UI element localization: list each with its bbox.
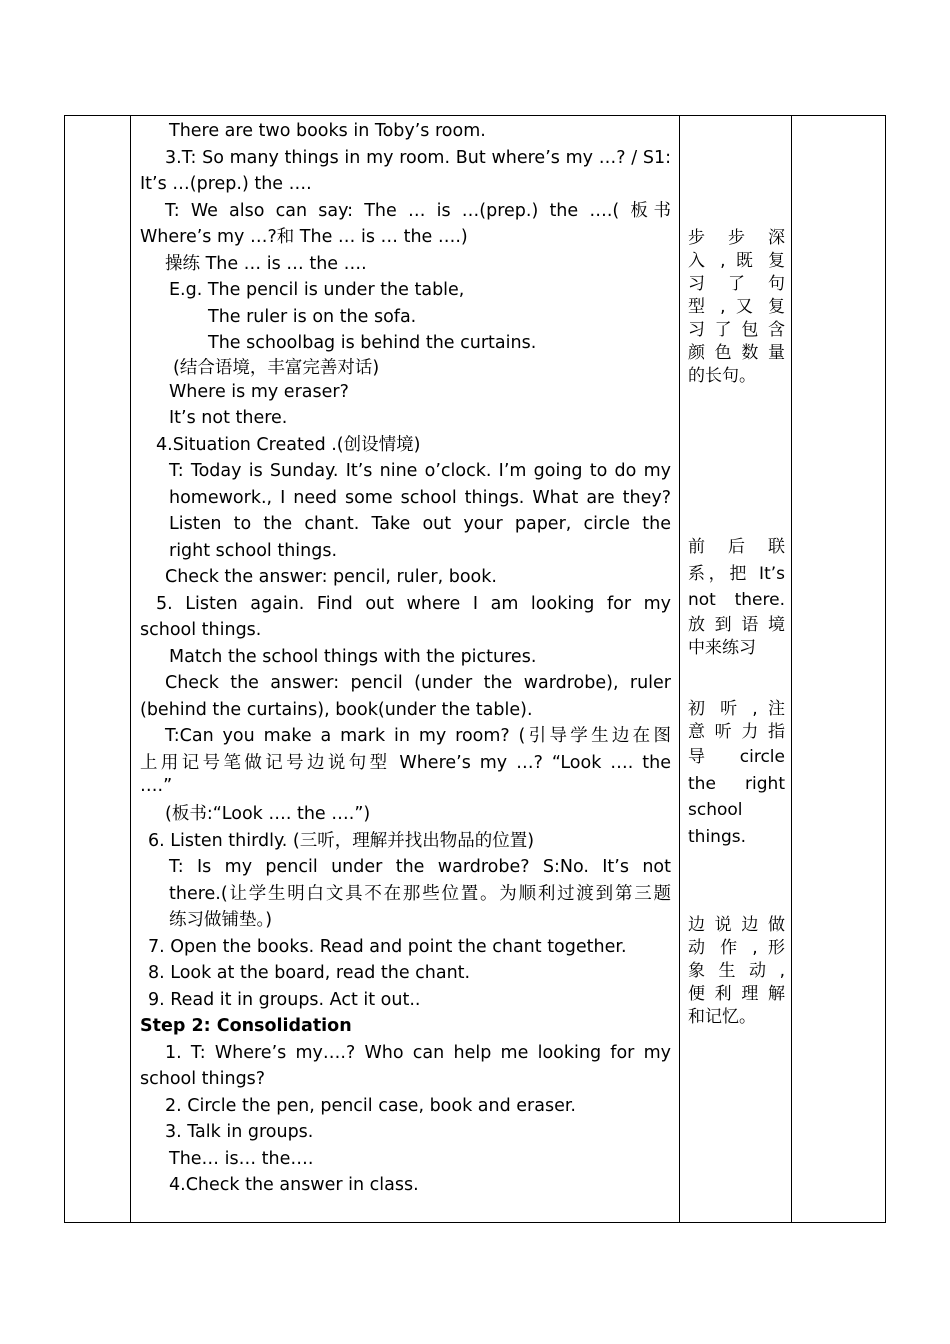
lesson-line: 4.Check the answer in class. [169, 1175, 419, 1195]
note-line: 系，把 It’s [688, 563, 785, 584]
lesson-line: T:Can you make a mark in my room? (引导学生边在图 [165, 726, 671, 746]
note-first-listening [688, 698, 785, 850]
lesson-line: Where is my eraser? [169, 381, 349, 402]
lesson-line: T: Today is Sunday. It’s nine o’clock. I’m going to do my [169, 461, 671, 481]
note-line: 入 , 既 复 [688, 251, 785, 271]
lesson-line: 5. Listen again. Find out where I am looking for my [156, 593, 671, 614]
note-line: 导 circle [688, 747, 785, 767]
lesson-line: Match the school things with the pictures. [169, 646, 537, 667]
note-line: 颜色数量 [688, 343, 785, 363]
lesson-line: 2. Circle the pen, pencil case, book and eraser. [165, 1095, 576, 1116]
lesson-table [64, 115, 886, 1223]
lesson-line: 上用记号笔做记号边说句型 Where’s my …? “Look …. the [140, 752, 671, 773]
note-line: 动 作 , 形 [688, 938, 785, 958]
note-line: 意听力指 [688, 722, 785, 742]
note-review-sentences [688, 227, 785, 388]
note-line: 边说边做 [688, 915, 785, 935]
lesson-line: Check the answer: pencil (under the wardrobe), ruler [165, 673, 671, 693]
note-line: 习了包含 [688, 320, 785, 340]
lesson-line: ….” [140, 776, 173, 796]
lesson-line: Where’s my …?和 The … is … the ….) [140, 227, 468, 247]
column-divider-3 [791, 116, 792, 1222]
note-line: 型 , 又 复 [688, 297, 785, 317]
note-actions-memory [688, 914, 785, 1029]
lesson-line: 3.T: So many things in my room. But where’s my …? / S1: [165, 147, 671, 168]
lesson-line: 4.Situation Created .(创设情境) [156, 434, 421, 455]
lesson-line: 7. Open the books. Read and point the chant together. [148, 936, 627, 957]
lesson-line: school things? [140, 1069, 266, 1089]
note-line: 习 了 句 [688, 274, 785, 294]
note-line: 步 步 深 [688, 228, 785, 248]
lesson-line: homework., I need some school things. What are they? [169, 487, 671, 508]
lesson-line: 6. Listen thirdly. (三听，理解并找出物品的位置) [148, 830, 535, 851]
note-line: 便利理解 [688, 984, 785, 1004]
note-line: 中来练习 [688, 637, 756, 658]
note-line: things. [688, 826, 746, 847]
lesson-line: 3. Talk in groups. [165, 1122, 314, 1142]
note-context-practice [688, 534, 785, 660]
note-line: 初 听 , 注 [688, 699, 785, 719]
lesson-line: (板书:“Look …. the ….”) [165, 804, 371, 824]
note-line: 放到语境 [688, 614, 785, 635]
lesson-line: 练习做铺垫。) [169, 910, 273, 930]
lesson-line: school things. [140, 620, 262, 640]
lesson-line: Check the answer: pencil, ruler, book. [165, 567, 497, 587]
column-divider-1 [130, 116, 131, 1222]
lesson-line: 8. Look at the board, read the chant. [148, 963, 471, 983]
note-line: 和记忆。 [688, 1007, 756, 1027]
lesson-line: E.g. The pencil is under the table, [169, 280, 465, 300]
lesson-line: The… is… the…. [169, 1148, 314, 1169]
lesson-line: right school things. [169, 540, 338, 561]
lesson-line: The schoolbag is behind the curtains. [208, 333, 537, 353]
lesson-line: T: Is my pencil under the wardrobe? S:No. It’s not [169, 857, 671, 877]
teaching-procedure-column [140, 118, 671, 1199]
lesson-line: (结合语境，丰富完善对话) [173, 357, 380, 378]
lesson-line: It’s not there. [169, 408, 288, 428]
column-divider-2 [679, 116, 680, 1222]
note-line: 象 生 动 , [688, 961, 785, 981]
note-line: school [688, 800, 743, 820]
lesson-line: there.(让学生明白文具不在那些位置。为顺利过渡到第三题 [169, 883, 671, 904]
lesson-line: (behind the curtains), book(under the table). [140, 699, 533, 720]
lesson-line: There are two books in Toby’s room. [169, 121, 486, 141]
lesson-line: It’s …(prep.) the …. [140, 174, 312, 194]
lesson-line: The ruler is on the sofa. [208, 306, 417, 327]
note-line: 前 后 联 [688, 537, 785, 557]
step-heading: Step 2: Consolidation [140, 1016, 352, 1036]
lesson-line: 1. T: Where’s my….? Who can help me looking for my [165, 1042, 671, 1063]
note-line: not there. [688, 590, 785, 610]
lesson-line: Listen to the chant. Take out your paper, circle the [169, 514, 671, 534]
lesson-line: 9. Read it in groups. Act it out.. [148, 989, 421, 1010]
lesson-line: 操练 The … is … the …. [165, 253, 367, 274]
note-line: 的长句。 [688, 366, 756, 386]
note-line: the right [688, 773, 785, 794]
lesson-line: T: We also can say: The … is …(prep.) the ….( 板书 [165, 200, 671, 221]
